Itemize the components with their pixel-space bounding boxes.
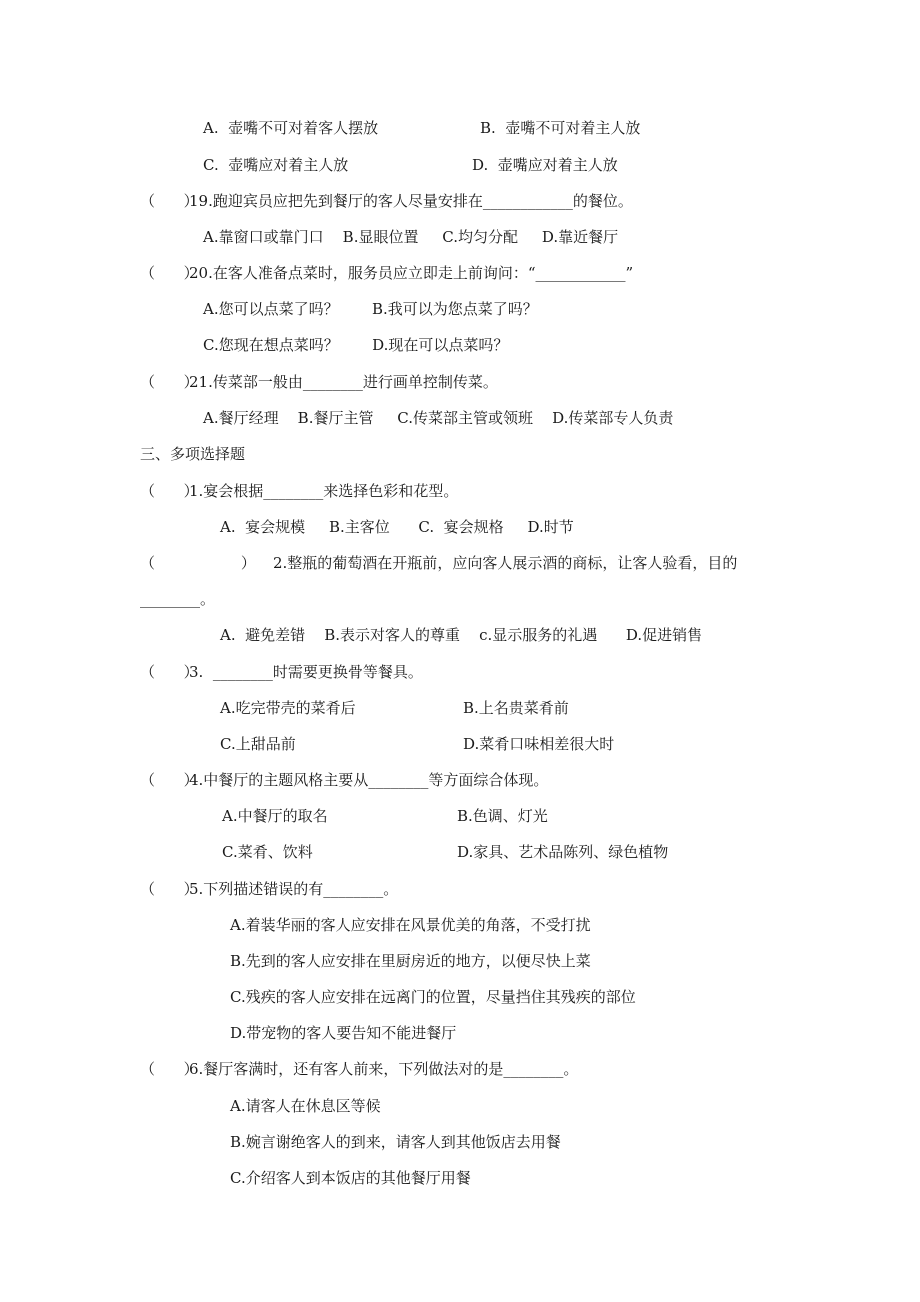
m2-options: A. 避免差错 B.表示对客人的尊重 c.显示服务的礼遇 D.促进销售 bbox=[220, 626, 703, 644]
q20-options-line2: C.您现在想点菜吗？ D.现在可以点菜吗？ bbox=[203, 336, 509, 354]
q21-stem: 21.传菜部一般由________进行画单控制传菜。 bbox=[189, 373, 498, 391]
q19-stem: 19.跑迎宾员应把先到餐厅的客人尽量安排在____________的餐位。 bbox=[189, 192, 633, 210]
m5-option-a: A.着装华丽的客人应安排在风景优美的角落，不受打扰 bbox=[230, 916, 591, 934]
m2-stem: 2.整瓶的葡萄酒在开瓶前，应向客人展示酒的商标，让客人验看，目的 bbox=[273, 554, 738, 572]
m2-answer-paren: （ ） bbox=[140, 554, 256, 572]
m6-option-b: B.婉言谢绝客人的到来，请客人到其他饭店去用餐 bbox=[230, 1133, 561, 1151]
q18-option-a: A. 壶嘴不可对着客人摆放 bbox=[203, 119, 379, 137]
m4-option-a: A.中餐厅的取名 bbox=[222, 807, 328, 825]
q21-options: A.餐厅经理 B.餐厅主管 C.传菜部主管或领班 D.传菜部专人负责 bbox=[203, 409, 674, 427]
m4-stem: 4.中餐厅的主题风格主要从________等方面综合体现。 bbox=[189, 771, 549, 789]
m1-options: A. 宴会规模 B.主客位 C. 宴会规格 D.时节 bbox=[220, 518, 574, 536]
m5-stem: 5.下列描述错误的有________。 bbox=[189, 880, 399, 898]
m5-answer-paren: （ ） bbox=[140, 880, 199, 898]
q18-option-b: B. 壶嘴不可对着主人放 bbox=[480, 119, 641, 137]
m4-option-b: B.色调、灯光 bbox=[457, 807, 548, 825]
q21-answer-paren: （ ） bbox=[140, 373, 199, 391]
m2-stem-continued: ________。 bbox=[140, 590, 216, 608]
m6-option-c: C.介绍客人到本饭店的其他餐厅用餐 bbox=[230, 1169, 471, 1187]
m3-option-a: A.吃完带壳的菜肴后 bbox=[220, 699, 356, 717]
q20-stem: 20.在客人准备点菜时，服务员应立即走上前询问：“____________” bbox=[189, 264, 634, 282]
m6-stem: 6.餐厅客满时，还有客人前来，下列做法对的是________。 bbox=[189, 1060, 579, 1078]
q20-options-line1: A.您可以点菜了吗？ B.我可以为您点菜了吗？ bbox=[203, 300, 538, 318]
m3-option-b: B.上名贵菜肴前 bbox=[463, 699, 569, 717]
m5-option-c: C.残疾的客人应安排在远离门的位置，尽量挡住其残疾的部位 bbox=[230, 988, 636, 1006]
q20-answer-paren: （ ） bbox=[140, 264, 199, 282]
m6-option-a: A.请客人在休息区等候 bbox=[230, 1097, 381, 1115]
m4-option-d: D.家具、艺术品陈列、绿色植物 bbox=[457, 843, 669, 861]
m5-option-b: B.先到的客人应安排在里厨房近的地方，以便尽快上菜 bbox=[230, 952, 591, 970]
m3-answer-paren: （ ） bbox=[140, 663, 199, 681]
q18-option-d: D. 壶嘴应对着主人放 bbox=[472, 156, 618, 174]
q19-options: A.靠窗口或靠门口 B.显眼位置 C.均匀分配 D.靠近餐厅 bbox=[203, 228, 619, 246]
m6-answer-paren: （ ） bbox=[140, 1060, 199, 1078]
m1-answer-paren: （ ） bbox=[140, 482, 199, 500]
m4-answer-paren: （ ） bbox=[140, 771, 199, 789]
m1-stem: 1.宴会根据________来选择色彩和花型。 bbox=[189, 482, 459, 500]
m3-stem: 3. ________时需要更换骨等餐具。 bbox=[189, 663, 423, 681]
m3-option-d: D.菜肴口味相差很大时 bbox=[463, 735, 615, 753]
section-title: 三、多项选择题 bbox=[140, 445, 246, 463]
q19-answer-paren: （ ） bbox=[140, 192, 199, 210]
q18-option-c: C. 壶嘴应对着主人放 bbox=[203, 156, 349, 174]
m5-option-d: D.带宠物的客人要告知不能进餐厅 bbox=[230, 1024, 457, 1042]
m3-option-c: C.上甜品前 bbox=[220, 735, 296, 753]
m4-option-c: C.菜肴、饮料 bbox=[222, 843, 313, 861]
